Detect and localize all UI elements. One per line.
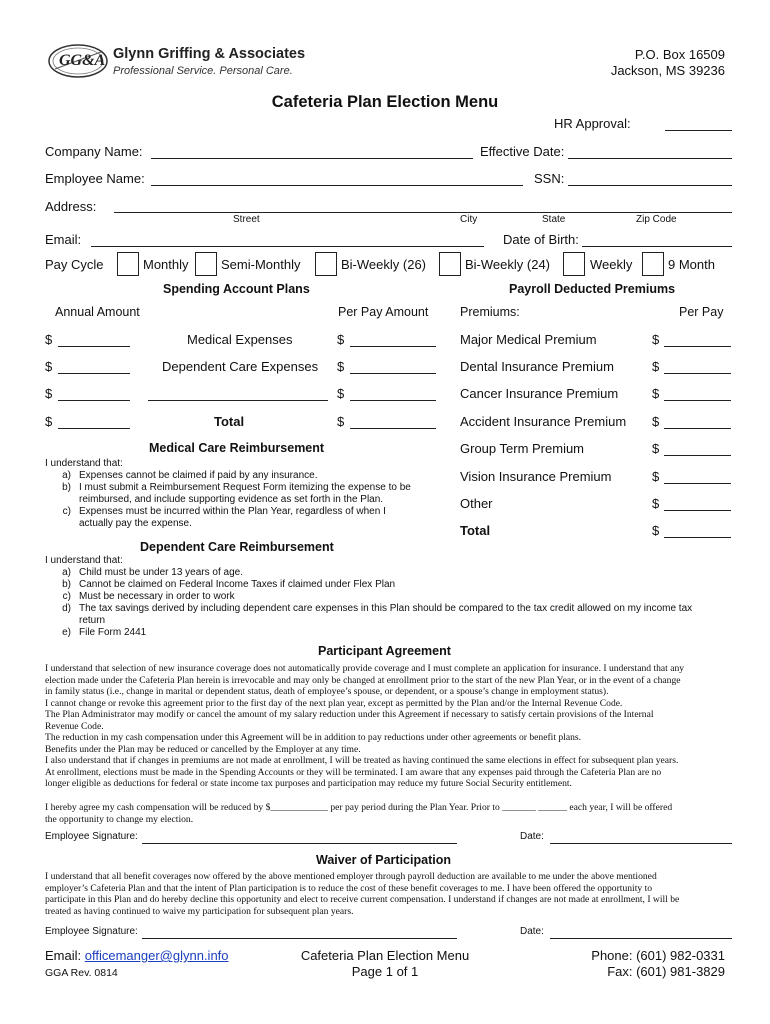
list-item: b) I must submit a Reimbursement Request Form itemizing the expense to be bbox=[62, 482, 411, 493]
dependent-reimb-list bbox=[45, 567, 745, 639]
premium-field[interactable] bbox=[664, 428, 731, 429]
list-item: c) Must be necessary in order to work bbox=[62, 591, 235, 602]
list-item: a) Child must be under 13 years of age. bbox=[62, 567, 243, 578]
address-field[interactable] bbox=[114, 212, 732, 213]
spending-label: Dependent Care Expenses bbox=[162, 359, 319, 374]
agreement-date-field[interactable] bbox=[550, 843, 732, 844]
ssn-field[interactable] bbox=[568, 185, 732, 186]
waiver-date-label: Date: bbox=[520, 926, 544, 937]
hr-approval-label: HR Approval: bbox=[554, 116, 631, 131]
waiver-text: I understand that all benefit coverages now offered by the above mentioned employer through payroll deduction are available to me under the above mentioned employer’s Cafeteria Plan and that the intent of Plan participation is to reduce the cost of these benefit coverages to me. I have been offered the opportunity to participate in this Plan and do hereby decline this opportunity and elect to receive current compensation. I understand if changes are not made at enrollment, I will be treated as having continued to waive my participation for subsequent plan years. bbox=[45, 871, 680, 917]
medical-reimb-list bbox=[45, 470, 445, 530]
company-name: Glynn Griffing & Associates bbox=[113, 46, 306, 62]
premium-label: Cancer Insurance Premium bbox=[460, 386, 619, 401]
email-label: Email: bbox=[45, 232, 82, 247]
agreement-reduction-text: I hereby agree my cash compensation will be reduced by $____________ per pay period during the Plan Year. Prior to _______ ______ each year, I will be offered the opportunity to change my election. bbox=[45, 802, 673, 825]
footer-email-label: Email: bbox=[45, 948, 82, 963]
premium-total-label: Total bbox=[460, 523, 491, 538]
list-item: b) Cannot be claimed on Federal Income Taxes if claimed under Flex Plan bbox=[62, 579, 396, 590]
spending-perpay-currency: $ bbox=[337, 359, 345, 374]
spending-perpay-currency: $ bbox=[337, 332, 345, 347]
company-name-label: Company Name: bbox=[45, 144, 143, 159]
pay-cycle-label: Pay Cycle bbox=[45, 257, 104, 272]
footer-email bbox=[45, 948, 229, 963]
waiver-signature-field[interactable] bbox=[142, 938, 457, 939]
spending-perpay-field[interactable] bbox=[350, 346, 436, 347]
pay-cycle-weekly-label: Weekly bbox=[590, 257, 633, 272]
agreement-header: Participant Agreement bbox=[318, 644, 451, 658]
premium-field[interactable] bbox=[664, 510, 731, 511]
pay-cycle-semimonthly-label: Semi-Monthly bbox=[221, 257, 301, 272]
employee-name-field[interactable] bbox=[151, 185, 523, 186]
footer-rev: GGA Rev. 0814 bbox=[45, 967, 118, 979]
dob-field[interactable] bbox=[582, 246, 732, 247]
spending-annual-currency: $ bbox=[45, 386, 53, 401]
spending-annual-field[interactable] bbox=[58, 346, 130, 347]
footer-page: Page 1 of 1 bbox=[351, 964, 419, 979]
email-field[interactable] bbox=[91, 246, 484, 247]
premium-label: Vision Insurance Premium bbox=[460, 469, 612, 484]
spending-other-field[interactable] bbox=[148, 400, 328, 401]
spending-annual-currency: $ bbox=[45, 414, 53, 429]
spending-annual-currency: $ bbox=[45, 332, 53, 347]
pay-cycle-biweekly24-label: Bi-Weekly (24) bbox=[465, 257, 551, 272]
footer-email-link[interactable]: officemanger@glynn.info bbox=[84, 948, 229, 963]
list-item: a) Expenses cannot be claimed if paid by any insurance. bbox=[62, 470, 318, 481]
pay-cycle-9month-label: 9 Month bbox=[668, 257, 715, 272]
premium-currency: $ bbox=[652, 332, 660, 347]
spending-annual-currency: $ bbox=[45, 359, 53, 374]
premium-currency: $ bbox=[652, 386, 660, 401]
premium-field[interactable] bbox=[664, 455, 731, 456]
premium-total-field[interactable] bbox=[664, 537, 731, 538]
pay-cycle-9month-checkbox[interactable] bbox=[642, 252, 664, 276]
pay-cycle-weekly-checkbox[interactable] bbox=[563, 252, 585, 276]
spending-perpay-currency: $ bbox=[337, 414, 345, 429]
premium-currency: $ bbox=[652, 414, 660, 429]
list-item: reimbursed, and include supporting evidence as set forth in the Plan. bbox=[79, 494, 384, 505]
premium-field[interactable] bbox=[664, 346, 731, 347]
hr-approval-field[interactable] bbox=[665, 130, 732, 131]
premiums-header: Premiums: bbox=[460, 305, 520, 319]
spending-total-label: Total bbox=[214, 414, 245, 429]
footer-fax: Fax: (601) 981-3829 bbox=[607, 964, 725, 979]
premium-label: Accident Insurance Premium bbox=[460, 414, 627, 429]
waiver-date-field[interactable] bbox=[550, 938, 732, 939]
pay-cycle-semimonthly-checkbox[interactable] bbox=[195, 252, 217, 276]
company-name-field[interactable] bbox=[151, 158, 473, 159]
premium-currency: $ bbox=[652, 359, 660, 374]
company-tagline: Professional Service. Personal Care. bbox=[113, 65, 293, 77]
waiver-signature-label: Employee Signature: bbox=[45, 926, 138, 937]
pay-cycle-monthly-label: Monthly bbox=[143, 257, 189, 272]
list-item: e) File Form 2441 bbox=[62, 627, 147, 638]
premium-field[interactable] bbox=[664, 373, 731, 374]
premium-field[interactable] bbox=[664, 400, 731, 401]
premium-currency: $ bbox=[652, 441, 660, 456]
footer-phone: Phone: (601) 982-0331 bbox=[591, 948, 725, 963]
agreement-text: I understand that selection of new insurance coverage does not automatically provide coverage and I must complete an application for insurance. I understand that any election made under the Cafeteria Plan herein is irrevocable and may only be changed at enrollment prior to the start of the new Plan Year, or in the event of a change in family status (i.e., change in marital or dependent status, death of employee’s spouse, or dependent, or a spouse’s change in employment status). I cannot change or revoke this agreement prior to the first day of the next plan year, except as permitted by the Plan and/or the Internal Revenue Code. The Plan Administrator may modify or cancel the amount of my salary reduction under this Agreement if necessary to satisfy certain provisions of the Internal Revenue Code. The reduction in my cash compensation under this Agreement will be in addition to pay reductions under other agreements or benefit plans. Benefits under the Plan may be reduced or cancelled by the Employer at any time. I also understand that if changes in premiums are not made at enrollment, I will be treated as having continued the same elections in effect for subsequent plan years. At enrollment, elections must be made in the Spending Accounts or they will be terminated. I am aware that any expenses paid through the Cafeteria Plan are no longer eligible as deductions for federal or state income tax purposes and participation may reduce my future Social Security entitlement. bbox=[45, 663, 685, 789]
per-pay-amount-header: Per Pay Amount bbox=[338, 305, 429, 319]
premium-label: Other bbox=[460, 496, 493, 511]
agreement-signature-field[interactable] bbox=[142, 843, 457, 844]
ssn-label: SSN: bbox=[534, 171, 565, 186]
city-caption: City bbox=[460, 214, 478, 225]
pay-cycle-biweekly26-checkbox[interactable] bbox=[315, 252, 337, 276]
employee-name-label: Employee Name: bbox=[45, 171, 145, 186]
spending-perpay-field[interactable] bbox=[350, 373, 436, 374]
state-caption: State bbox=[542, 214, 566, 225]
city-state: Jackson, MS 39236 bbox=[610, 63, 725, 78]
list-item: d) The tax savings derived by including dependent care expenses in this Plan should be compared to the tax credit allowed on my income tax bbox=[62, 603, 693, 614]
annual-amount-header: Annual Amount bbox=[55, 305, 140, 319]
pay-cycle-biweekly24-checkbox[interactable] bbox=[439, 252, 461, 276]
waiver-header: Waiver of Participation bbox=[316, 853, 451, 867]
premium-label: Major Medical Premium bbox=[460, 332, 597, 347]
payroll-header: Payroll Deducted Premiums bbox=[509, 282, 676, 296]
spending-annual-field[interactable] bbox=[58, 373, 130, 374]
list-item: c) Expenses must be incurred within the Plan Year, regardless of when I bbox=[62, 506, 386, 517]
premium-label: Dental Insurance Premium bbox=[460, 359, 614, 374]
spending-label: Medical Expenses bbox=[187, 332, 293, 347]
address-label: Address: bbox=[45, 199, 97, 214]
street-caption: Street bbox=[233, 214, 260, 225]
effective-date-label: Effective Date: bbox=[480, 144, 565, 159]
company-logo bbox=[47, 43, 109, 79]
premium-currency: $ bbox=[652, 523, 660, 538]
spending-header: Spending Account Plans bbox=[163, 282, 310, 296]
spending-perpay-field[interactable] bbox=[350, 400, 436, 401]
premium-currency: $ bbox=[652, 469, 660, 484]
list-item: actually pay the expense. bbox=[79, 518, 192, 529]
agreement-date-label: Date: bbox=[520, 831, 544, 842]
medical-reimb-header: Medical Care Reimbursement bbox=[149, 441, 325, 455]
list-item: return bbox=[79, 615, 106, 626]
footer-form-name: Cafeteria Plan Election Menu bbox=[300, 948, 470, 963]
logo-text: GG&A bbox=[59, 52, 106, 69]
spending-annual-field[interactable] bbox=[58, 400, 130, 401]
spending-annual-total-field[interactable] bbox=[58, 428, 130, 429]
premium-label: Group Term Premium bbox=[460, 441, 585, 456]
spending-perpay-total-field[interactable] bbox=[350, 428, 436, 429]
dob-label: Date of Birth: bbox=[503, 232, 579, 247]
dependent-reimb-intro: I understand that: bbox=[45, 555, 123, 566]
spending-perpay-currency: $ bbox=[337, 386, 345, 401]
pay-cycle-monthly-checkbox[interactable] bbox=[117, 252, 139, 276]
po-box: P.O. Box 16509 bbox=[634, 47, 725, 62]
premium-currency: $ bbox=[652, 496, 660, 511]
premium-field[interactable] bbox=[664, 483, 731, 484]
dependent-reimb-header: Dependent Care Reimbursement bbox=[140, 540, 334, 554]
medical-reimb-intro: I understand that: bbox=[45, 458, 123, 469]
zip-caption: Zip Code bbox=[636, 214, 677, 225]
agreement-signature-label: Employee Signature: bbox=[45, 831, 138, 842]
per-pay-header: Per Pay bbox=[679, 305, 724, 319]
effective-date-field[interactable] bbox=[568, 158, 732, 159]
pay-cycle-biweekly26-label: Bi-Weekly (26) bbox=[341, 257, 427, 272]
page-title: Cafeteria Plan Election Menu bbox=[271, 93, 499, 111]
